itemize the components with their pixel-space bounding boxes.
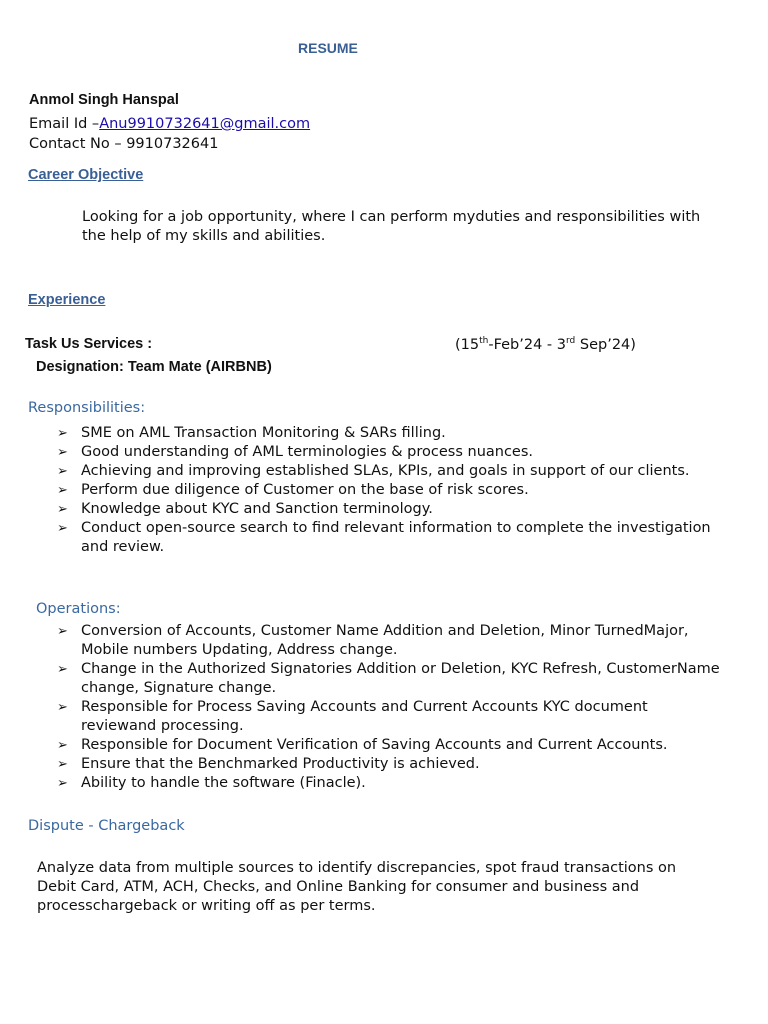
- list-item: ➢ Perform due diligence of Customer on the base of risk scores.: [57, 482, 529, 498]
- dates-middle: -Feb’24 - 3: [488, 336, 566, 353]
- responsibilities-list: [57, 424, 727, 557]
- arrow-bullet-icon: ➢: [57, 445, 68, 460]
- list-item: ➢ Good understanding of AML terminologies & process nuances.: [57, 444, 534, 460]
- list-item: ➢ Conduct open-source search to find relevant information to complete the investigation and review.: [57, 520, 711, 555]
- phone-line: Contact No – 9910732641: [29, 136, 219, 152]
- designation: Designation: Team Mate (AIRBNB): [36, 359, 272, 375]
- career-objective-text: Looking for a job opportunity, where I can perform myduties and responsibilities with the help of my skills and abilities.: [82, 209, 701, 244]
- operations-heading: Operations:: [36, 601, 121, 617]
- career-objective-heading: Career Objective: [28, 167, 144, 183]
- arrow-bullet-icon: ➢: [57, 662, 68, 677]
- list-item: ➢ SME on AML Transaction Monitoring & SARs filling.: [57, 425, 446, 441]
- arrow-bullet-icon: ➢: [57, 426, 68, 441]
- list-item: ➢ Conversion of Accounts, Customer Name Addition and Deletion, Minor TurnedMajor, Mobile numbers Updating, Address change.: [57, 623, 689, 658]
- list-item: ➢ Achieving and improving established SLAs, KPIs, and goals in support of our clients.: [57, 463, 690, 479]
- dates-end-suffix: rd: [566, 336, 576, 346]
- dates-start-suffix: th: [479, 336, 489, 346]
- list-item: ➢ Ability to handle the software (Finacle).: [57, 775, 366, 791]
- arrow-bullet-icon: ➢: [57, 624, 68, 639]
- arrow-bullet-icon: ➢: [57, 502, 68, 517]
- experience-heading: Experience: [28, 292, 106, 308]
- list-item: ➢ Change in the Authorized Signatories Addition or Deletion, KYC Refresh, CustomerName change, Signature change.: [57, 661, 720, 696]
- responsibilities-heading: Responsibilities:: [28, 400, 146, 416]
- resume-title: RESUME: [298, 40, 358, 56]
- list-item: ➢ Knowledge about KYC and Sanction terminology.: [57, 501, 433, 517]
- dates-start-day: 15: [460, 336, 480, 353]
- list-item: ➢ Responsible for Process Saving Accounts and Current Accounts KYC document reviewand processing.: [57, 699, 648, 734]
- email-label: Email Id –: [29, 116, 100, 132]
- arrow-bullet-icon: ➢: [57, 700, 68, 715]
- company-name: Task Us Services :: [25, 336, 153, 352]
- arrow-bullet-icon: ➢: [57, 464, 68, 479]
- email-line: [29, 116, 310, 132]
- list-item: ➢ Ensure that the Benchmarked Productivity is achieved.: [57, 756, 480, 772]
- arrow-bullet-icon: ➢: [57, 521, 68, 536]
- arrow-bullet-icon: ➢: [57, 757, 68, 772]
- candidate-name: Anmol Singh Hanspal: [29, 92, 179, 108]
- arrow-bullet-icon: ➢: [57, 738, 68, 753]
- dates-open-paren: (: [455, 336, 461, 353]
- email-link[interactable]: Anu9910732641@gmail.com: [99, 116, 311, 132]
- dispute-heading: Dispute - Chargeback: [28, 818, 185, 834]
- arrow-bullet-icon: ➢: [57, 483, 68, 498]
- dates-end: Sep’24): [575, 336, 636, 353]
- operations-list: [57, 622, 727, 793]
- arrow-bullet-icon: ➢: [57, 776, 68, 791]
- dispute-text: Analyze data from multiple sources to identify discrepancies, spot fraud transactions on Debit Card, ATM, ACH, Checks, and Online Banking for consumer and business and processchargeback or writing off as per terms.: [37, 860, 677, 914]
- employment-dates: [455, 336, 636, 353]
- list-item: ➢ Responsible for Document Verification of Saving Accounts and Current Accounts.: [57, 737, 668, 753]
